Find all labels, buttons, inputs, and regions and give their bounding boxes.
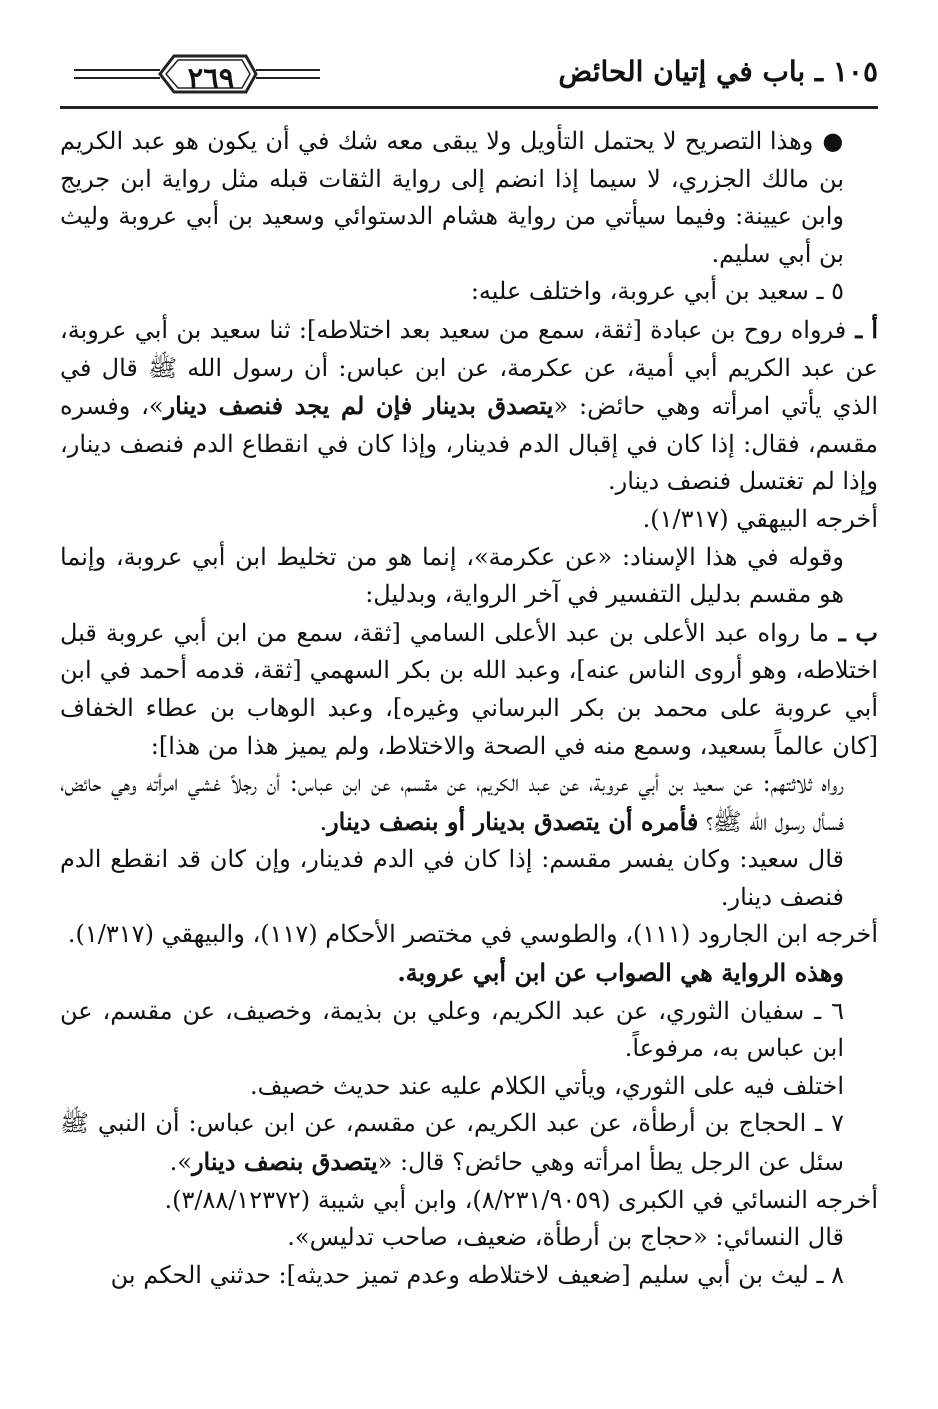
text-run: فرواه روح بن عبادة [ثقة، سمع من سعيد بعد اختلاطه]: ثنا سعيد بن أبي عروبة، عن عبد الكريم أبي أمية، عن عكرمة، عن ابن عباس: أن رسول الله ﷺ قال في الذي يأتي امرأته وهي حائض: « (60, 315, 878, 421)
paragraph (60, 614, 878, 765)
paragraph (60, 122, 878, 273)
text-run: . (319, 807, 328, 836)
bold-text: أ ـ (846, 314, 878, 344)
paragraph (60, 993, 878, 1068)
paragraph (60, 1219, 878, 1257)
text-run: وهذا التصريح لا يحتمل التأويل ولا يبقى معه شك في أن يكون هو عبد الكريم بن مالك الجزري، لا سيما إذا انضم إلى رواية الثقات قبله مثل رواية ابن جريج وابن عيينة: وفيما سيأتي من رواية هشام الدستوائي وسعيد بن أبي عروبة وليث بن أبي سليم. (60, 127, 844, 268)
paragraph (60, 1257, 878, 1295)
paragraph (60, 916, 878, 954)
paragraph (60, 1105, 878, 1181)
chapter-title: ١٠٥ ـ باب في إتيان الحائض (558, 55, 878, 88)
page-number-ornament (60, 48, 320, 108)
paragraph (60, 765, 878, 841)
header-rule (60, 106, 878, 109)
paragraph (60, 1068, 878, 1106)
paragraph (60, 273, 878, 311)
paragraph (60, 1182, 878, 1220)
text-run: ٥ ـ سعيد بن أبي عروبة، واختلف عليه: (470, 277, 844, 306)
text-run: ». (169, 1148, 192, 1177)
bold-text: فأمره أن يتصدق بدينار أو بنصف دينار (327, 806, 699, 836)
text-run: اختلف فيه على الثوري، ويأتي الكلام عليه عند حديث خصيف. (249, 1071, 844, 1100)
text-run: قال سعيد: وكان يفسر مقسم: إذا كان في الدم فدينار، وإن كان قد انقطع الدم فنصف دينار. (60, 845, 844, 911)
text-run: رواه ثلاثتهم: عن سعيد بن أبي عروبة، عن عبد الكريم، عن مقسم، عن ابن عباس: أن رجلاً غشي امرأته وهي حائض، فسأل رسول الله ﷺ؟ (60, 769, 844, 836)
paragraph (60, 841, 878, 916)
bold-text: ● (813, 126, 845, 155)
text-run: أخرجه البيهقي (١/٣١٧). (642, 504, 878, 533)
body-text (60, 122, 878, 1294)
page-number: ٢٦٩ (187, 61, 235, 95)
bold-text: يتصدق بنصف دينار (191, 1147, 378, 1177)
bold-text: يتصدق بدينار فإن لم يجد فنصف دينار (163, 391, 554, 421)
text-run: ٨ ـ ليث بن أبي سليم [ضعيف لاختلاطه وعدم تميز حديثه]: حدثني الحكم بن (110, 1260, 844, 1289)
text-run: أخرجه ابن الجارود (١١١)، والطوسي في مختصر الأحكام (١١٧)، والبيهقي (١/٣١٧). (67, 920, 878, 949)
paragraph (60, 501, 878, 539)
paragraph (60, 311, 878, 501)
paragraph (60, 539, 878, 614)
bold-text: ب ـ (829, 617, 878, 647)
paragraph (60, 954, 878, 993)
text-run: قال النسائي: «حجاج بن أرطأة، ضعيف، صاحب تدليس». (287, 1223, 844, 1252)
text-run: ٦ ـ سفيان الثوري، عن عبد الكريم، وعلي بن بذيمة، وخصيف، عن مقسم، عن ابن عباس به، مرفوعاً. (60, 996, 844, 1063)
text-run: أخرجه النسائي في الكبرى (٨/٢٣١/٩٠٥٩)، وابن أبي شيبة (٣/٨٨/١٢٣٧٢). (164, 1185, 878, 1214)
text-run: ما رواه عبد الأعلى بن عبد الأعلى السامي [ثقة، سمع من ابن أبي عروبة قبل اختلاطه، وهو أروى الناس عنه]، وعبد الله بن بكر السهمي [ثقة، قدمه أحمد في ابن أبي عروبة على محمد بن بكر البرساني وغيره]، وعبد الوهاب بن عطاء الخفاف [كان عالماً بسعيد، وسمع منه في الصحة والاختلاط، ولم يميز هذا من هذا]: (60, 618, 878, 760)
page-header (60, 48, 878, 118)
text-run: وقوله في هذا الإسناد: «عن عكرمة»، إنما هو من تخليط ابن أبي عروبة، وإنما هو مقسم بدليل التفسير في آخر الرواية، وبدليل: (60, 542, 844, 609)
text-run: »، وفسره مقسم، فقال: إذا كان في إقبال الدم فدينار، وإذا كان في انقطاع الدم فنصف دينار، وإذا لم تغتسل فنصف دينار. (60, 392, 878, 496)
text-run: ٧ ـ الحجاج بن أرطأة، عن عبد الكريم، عن مقسم، عن ابن عباس: أن النبي ﷺ سئل عن الرجل يطأ امرأته وهي حائض؟ قال: « (60, 1109, 844, 1177)
bold-text: وهذه الرواية هي الصواب عن ابن أبي عروبة. (397, 958, 844, 988)
